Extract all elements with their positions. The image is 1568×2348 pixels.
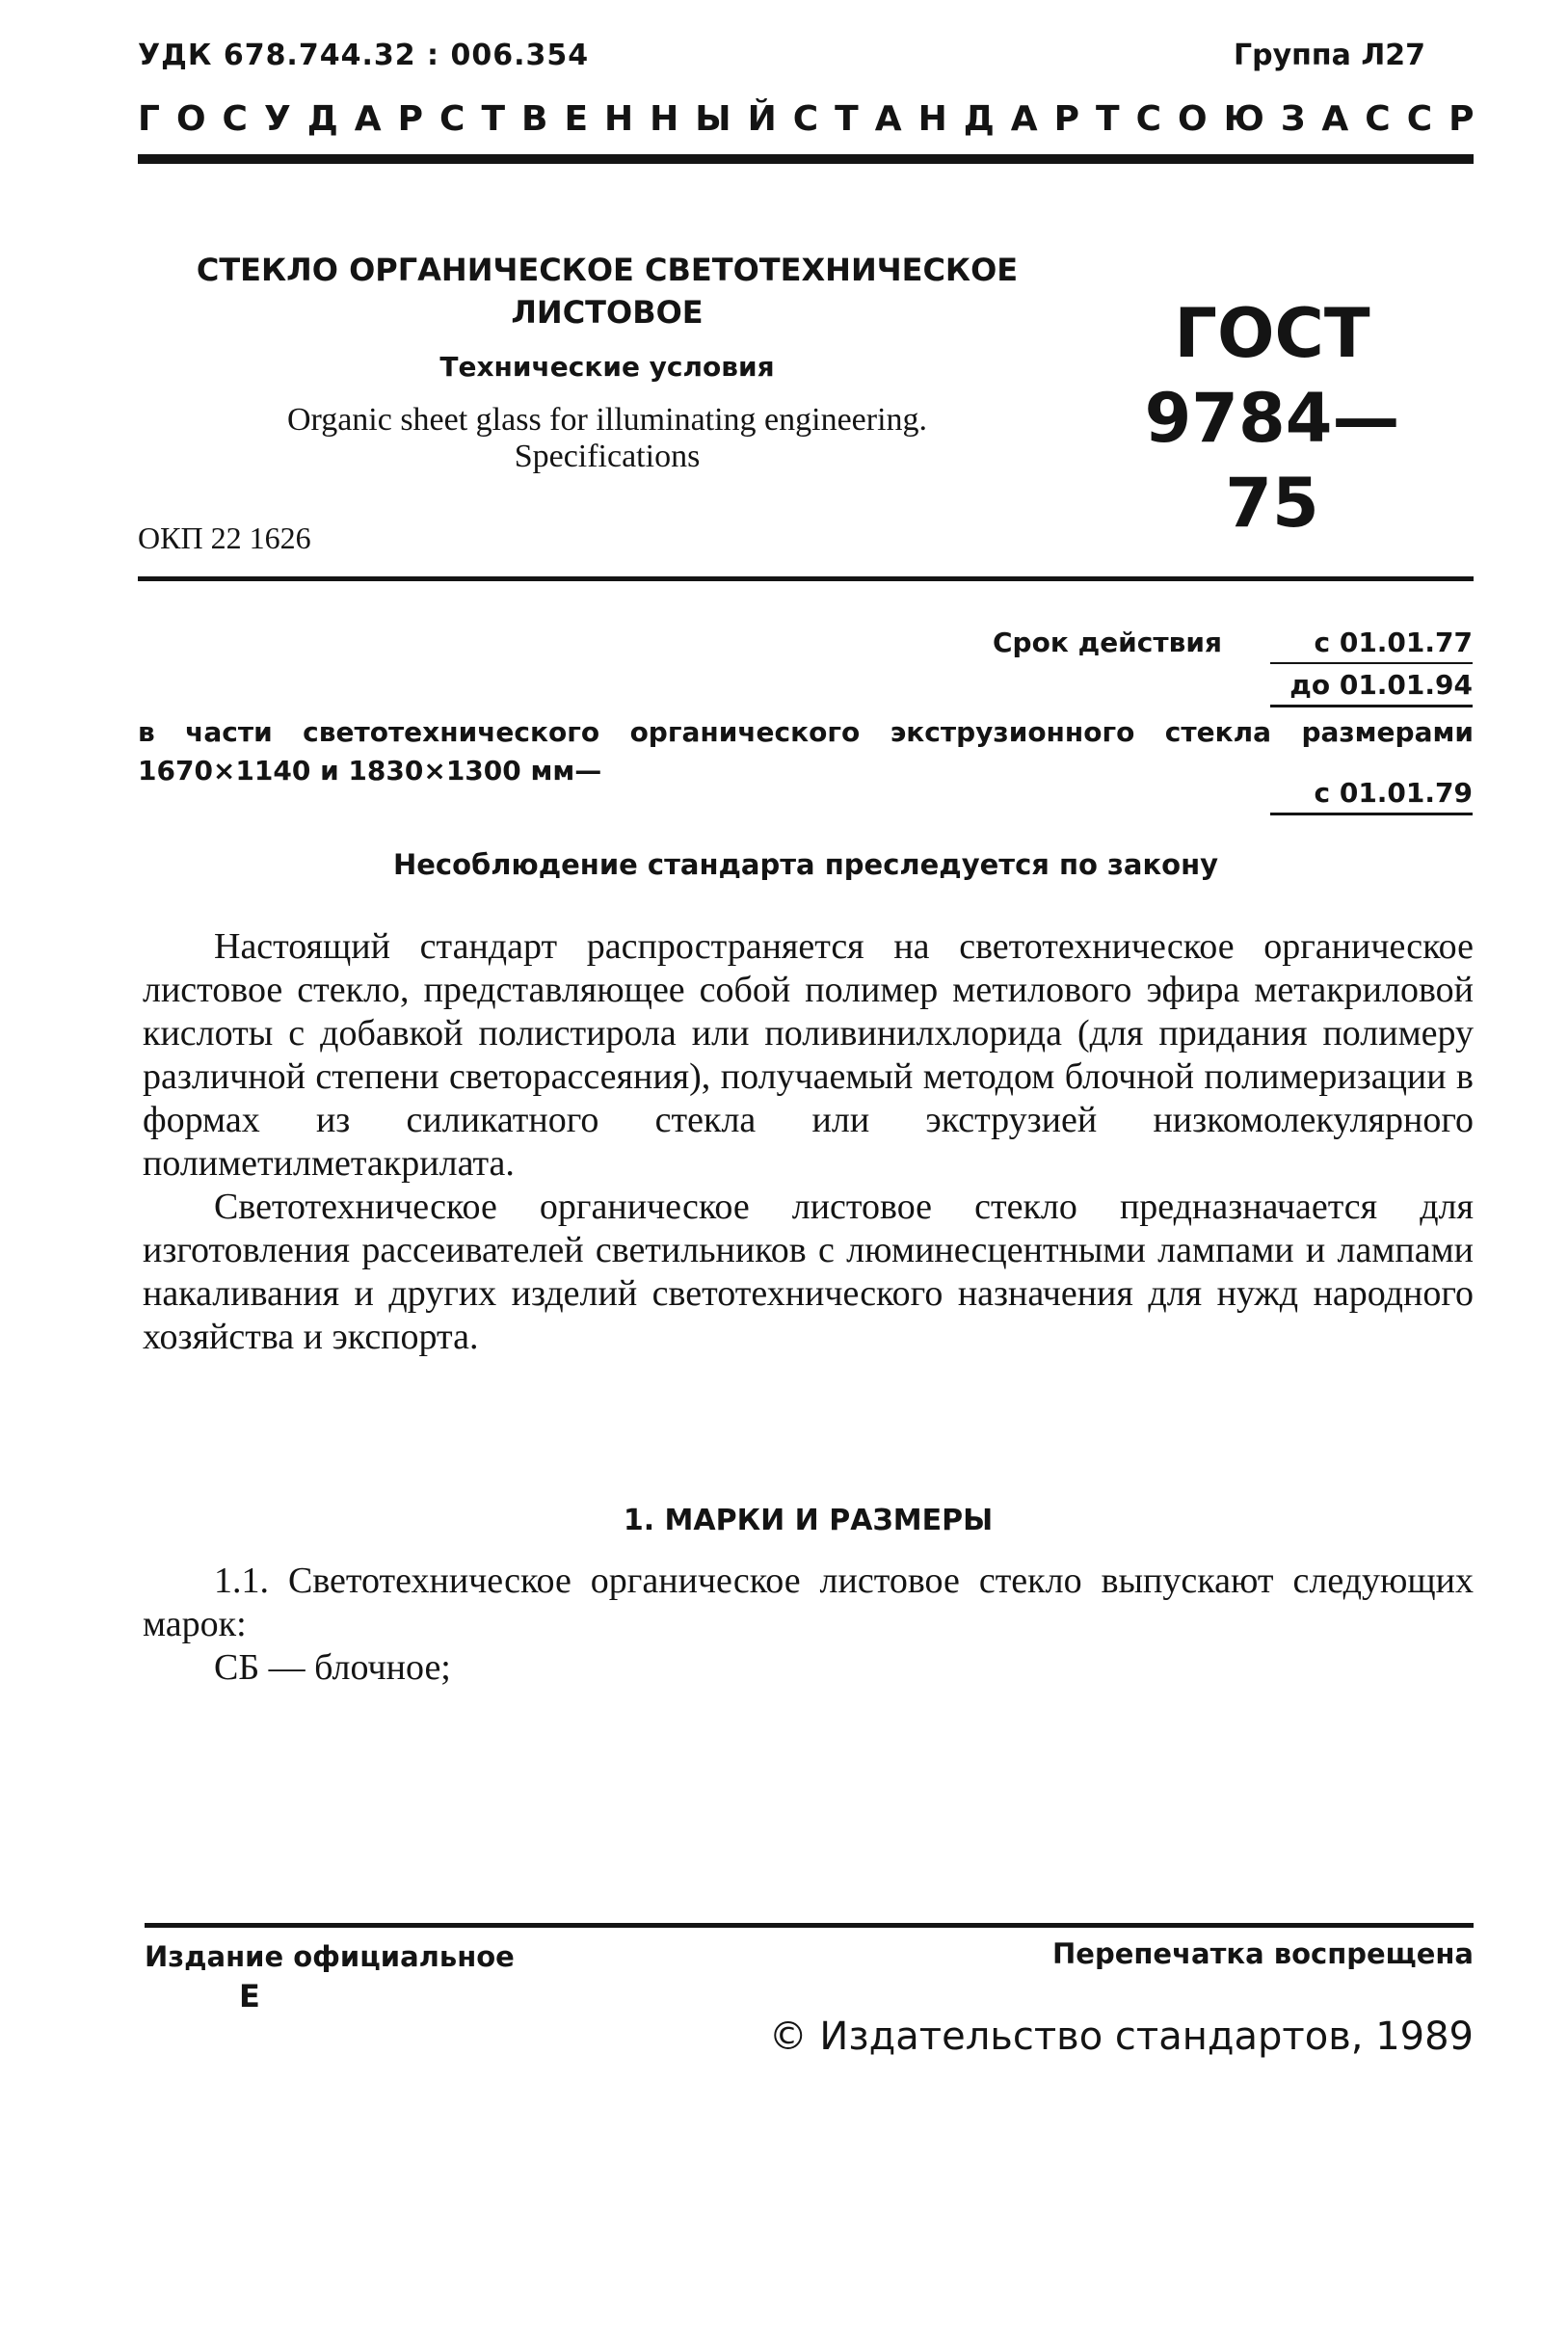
header-word: СОЮЗА bbox=[1135, 99, 1366, 139]
english-title bbox=[193, 402, 1022, 475]
extrusion-from-date: с 01.01.79 bbox=[1314, 777, 1473, 809]
edition-label: Издание официальное bbox=[145, 1940, 515, 1973]
header-word: ГОСУДАРСТВЕННЫЙ bbox=[138, 99, 793, 139]
state-standard-header bbox=[138, 99, 1491, 139]
validity-from-date: с 01.01.77 bbox=[1314, 627, 1473, 658]
header-thick-rule bbox=[138, 154, 1474, 164]
reprint-notice: Перепечатка воспрещена bbox=[1052, 1937, 1474, 1970]
paragraph: Светотехническое органическое листовое стекло предназначается для изготовления рассеивателей светильников с люминесцентными лампами и лампами накаливания и других изделий светотехнического назначения для нужд народного хозяйства и экспорта. bbox=[143, 1187, 1474, 1357]
legal-notice: Несоблюдение стандарта преследуется по закону bbox=[392, 848, 1219, 881]
document-subtitle: Технические условия bbox=[439, 351, 775, 383]
group-code: Группа Л27 bbox=[1234, 39, 1425, 72]
title-block bbox=[193, 249, 1022, 475]
body-text bbox=[143, 925, 1474, 1359]
title-bottom-rule bbox=[138, 576, 1474, 581]
validity-label: Срок действия bbox=[993, 627, 1222, 658]
header-word: СТАНДАРТ bbox=[792, 99, 1136, 139]
english-title-line: Specifications bbox=[514, 439, 701, 474]
footer-rule bbox=[145, 1923, 1474, 1928]
title-line: СТЕКЛО ОРГАНИЧЕСКОЕ СВЕТОТЕХНИЧЕСКОЕ bbox=[196, 252, 1019, 288]
okp-code: ОКП 22 1626 bbox=[138, 520, 311, 555]
english-title-line: Organic sheet glass for illuminating engineering. bbox=[286, 402, 928, 438]
clause-text bbox=[143, 1560, 1474, 1690]
title-line: ЛИСТОВОЕ bbox=[511, 294, 704, 331]
grade-item: СБ — блочное; bbox=[214, 1647, 451, 1688]
copyright: © Издательство стандартов, 1989 bbox=[768, 2014, 1474, 2059]
clause-1-1: 1.1. Светотехническое органическое листовое стекло выпускают следующих марок: bbox=[143, 1561, 1474, 1644]
gost-number: 9784—75 bbox=[1144, 379, 1400, 543]
validity-to-date: до 01.01.94 bbox=[1289, 669, 1473, 701]
extrusion-clause: в части светотехнического органического экструзионного стекла размерами 1670×1140 и 1830×1300 мм— bbox=[138, 716, 1474, 787]
edition-letter: Е bbox=[239, 1978, 260, 2014]
document-title bbox=[193, 249, 1022, 334]
section-title: 1. МАРКИ И РАЗМЕРЫ bbox=[623, 1504, 994, 1537]
paragraph: Настоящий стандарт распространяется на светотехническое органическое листовое стекло, представляющее собой полимер метилового эфира метакриловой кислоты с добавкой полистирола или поливинилхлорида (для придания полимеру различной степени светорассеяния), получаемый методом блочной полимеризации в формах из силикатного стекла или экструзией низкомолекулярного полиметилметакрилата. bbox=[143, 926, 1474, 1184]
header-word: ССР bbox=[1365, 99, 1491, 139]
date-underline bbox=[1270, 662, 1473, 664]
gost-label: ГОСТ bbox=[1174, 294, 1370, 373]
date-underline bbox=[1270, 705, 1473, 707]
gost-designation bbox=[1118, 291, 1426, 546]
date-underline bbox=[1270, 813, 1473, 815]
udk-code: УДК 678.744.32 : 006.354 bbox=[138, 39, 590, 72]
